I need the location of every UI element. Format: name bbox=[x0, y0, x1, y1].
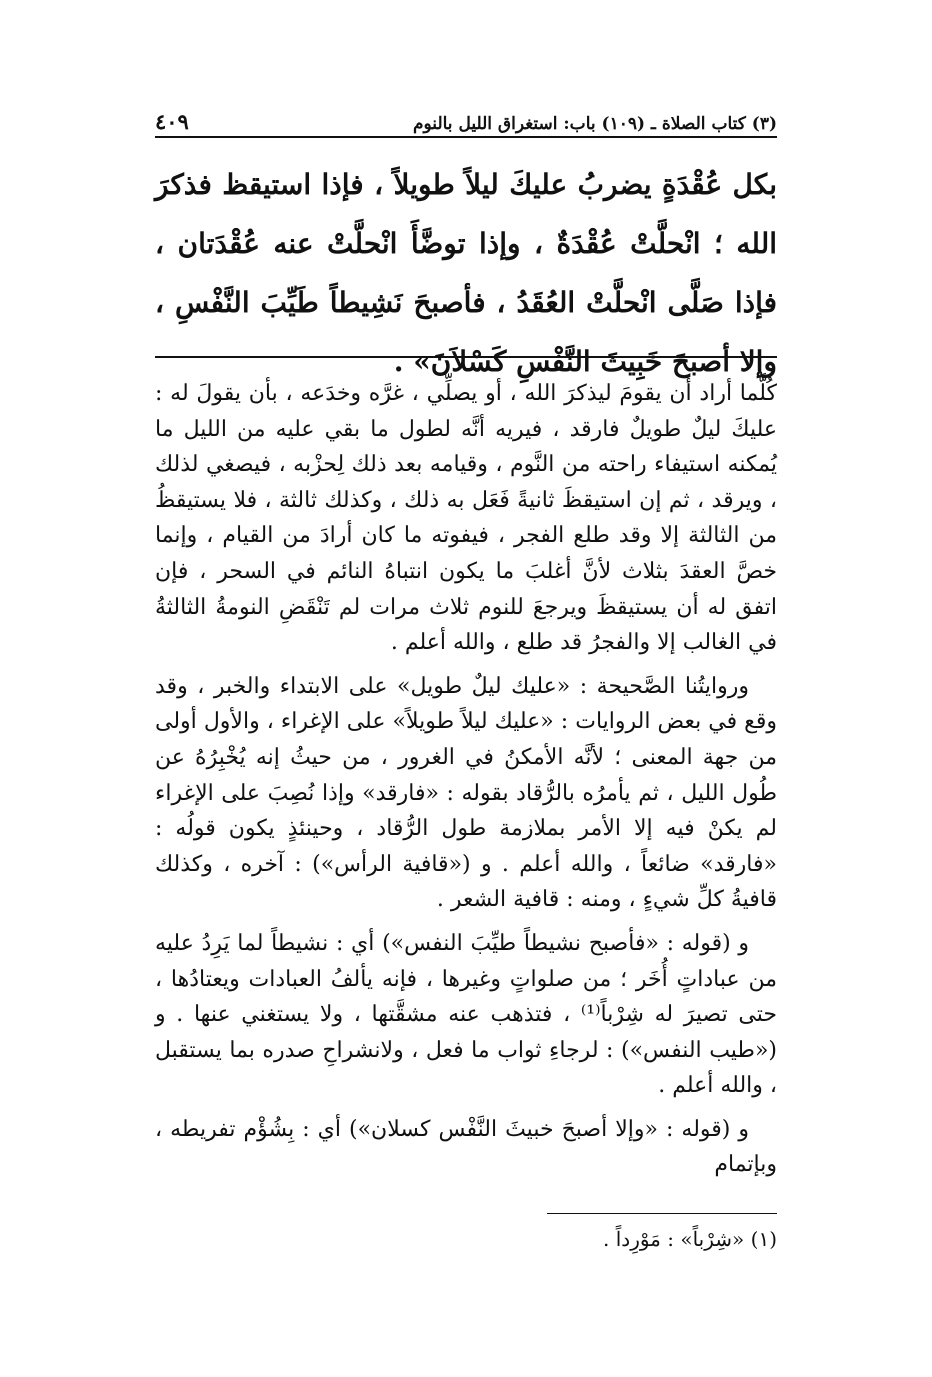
commentary-paragraph-2: وروايتُنا الصَّحيحة : «عليك ليلٌ طويل» على الابتداء والخبر ، وقد وقع في بعض الروايات : «عليك ليلاً طويلاً» على الإغراء ، والأول أولى من جهة المعنى ؛ لأنَّه الأمكنُ في الغرور ، من حيثُ إنه يُخْبِرُهُ عن طُول الليل ، ثم يأمرُه بالرُّقاد بقوله : «فارقد» وإذا نُصِبَ على الإغراء لم يكنْ فيه إلا الأمر بملازمة طول الرُّقاد ، وحينئذٍ يكون قولُه : «فارقد» ضائعاً ، والله أعلم . و («قافية الرأس») : آخره ، وكذلك قافيةُ كلِّ شيءٍ ، ومنه : قافية الشعر . bbox=[155, 673, 777, 913]
page-number: ٤٠٩ bbox=[155, 109, 189, 134]
commentary bbox=[155, 376, 777, 1191]
header-divider bbox=[155, 136, 777, 138]
hadith-text: بكل عُقْدَةٍ يضربُ عليكَ ليلاً طويلاً ، فإذا استيقظ فذكرَ الله ؛ انْحلَّتْ عُقْدَةٌ ، وإذا توضَّأَ انْحلَّتْ عنه عُقْدَتان ، فإذا صَلَّى انْحلَّتْ العُقَدُ ، فأصبحَ نَشِيطاً طَيِّبَ النَّفْسِ ، وإلا أصبحَ خَبِيثَ النَّفْسِ كَسْلاَنَ» . bbox=[155, 168, 777, 378]
footnote: (١) «شِرْباً» : مَوْرِداً . bbox=[603, 1227, 777, 1251]
header-title: (٣) كتاب الصلاة ـ (١٠٩) باب: استغراق الليل بالنوم bbox=[413, 114, 777, 134]
section-divider bbox=[155, 356, 777, 358]
commentary-paragraph-4: و (قوله : «وإلا أصبحَ خبيثَ النَّفْس كسلان») أي : بِشُؤْم تفريطه ، وبإتمام bbox=[155, 1116, 777, 1178]
commentary-paragraph-3: و (قوله : «فأصبح نشيطاً طيِّبَ النفس») أي : نشيطاً لما يَرِدُ عليه من عباداتٍ أُخَر ؛ من صلواتٍ وغيرها ، فإنه يألفُ العبادات ويعتادُها ، حتى تصيرَ له شِرْباً⁽¹⁾ ، فتذهب عنه مشقَّتها ، ولا يستغني عنها . و («طيب النفس») : لرجاءِ ثواب ما فعل ، ولانشراحِ صدره بما يستقبل ، والله أعلم . bbox=[155, 930, 777, 1099]
footnote-divider bbox=[547, 1213, 777, 1214]
running-header bbox=[155, 100, 777, 134]
commentary-paragraph-1: كُلَّما أراد أن يقومَ ليذكرَ الله ، أو يصلِّي ، غرَّه وخدَعه ، بأن يقولَ له : عليكَ ليلٌ طويلٌ فارقد ، فيريه أنَّه لطول ما بقي عليه من الليل ما يُمكنه استيفاء راحته من النَّوم ، وقيامه بعد ذلك لِحزْبه ، فيصغي لذلك ، ويرقد ، ثم إن استيقظَ ثانيةً فَعَل به ذلك ، وكذلك ثالثة ، فلا يستيقظُ من الثالثة إلا وقد طلع الفجر ، فيفوته ما كان أرادَ من القيام ، وإنما خصَّ العقدَ بثلاث لأنَّ أغلبَ ما يكون انتباهُ النائم في السحر ، فإن اتفق له أن يستيقظَ ويرجعَ للنوم ثلاث مرات لم تَنْقَضِ النومةُ الثالثةُ في الغالب إلا والفجرُ قد طلع ، والله أعلم . bbox=[155, 381, 777, 656]
